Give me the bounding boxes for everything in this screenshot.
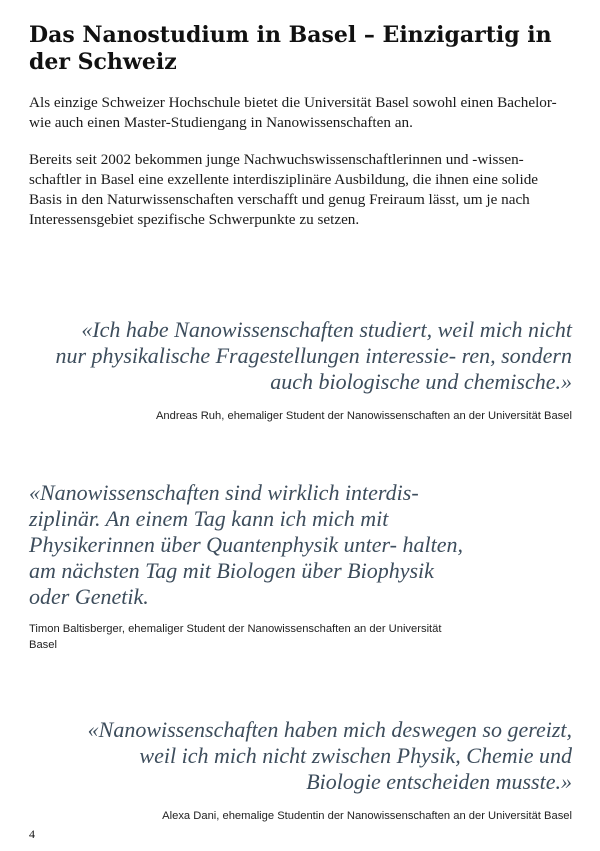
page-number: 4 <box>29 827 35 841</box>
body-paragraph: Bereits seit 2002 bekommen junge Nachwuchswissenschaftlerinnen und -wissen- schaftler in Basel eine exzellente interdisziplinäre Ausbildung, die ihnen eine solide Basis in den Naturwissenschaften verschafft und genug Freiraum lässt, um je nach Interessensgebiet spezifische Schwerpunkte zu setzen. <box>29 151 539 228</box>
intro-paragraph: Als einzige Schweizer Hochschule bietet die Universität Basel sowohl einen Bachelor- wie auch einen Master-Studiengang in Nanowissenschaften an. <box>29 94 557 131</box>
testimonial-quote-ruh: «Ich habe Nanowissenschaften studiert, weil mich nicht nur physikalische Fragestellungen interessie- ren, sondern auch biologische und chemische.» <box>55 317 572 394</box>
testimonial-attribution-dani: Alexa Dani, ehemalige Studentin der Nanowissenschaften an der Universität Basel <box>162 810 572 822</box>
testimonial-quote-dani: «Nanowissenschaften haben mich deswegen so gereizt, weil ich mich nicht zwischen Physik, Chemie und Biologie entscheiden musste.» <box>87 717 572 794</box>
testimonial-quote-baltisberger: «Nanowissenschaften sind wirklich interdis- ziplinär. An einem Tag kann ich mich mit Physikerinnen über Quantenphysik unter- halten, am nächsten Tag mit Biologen über Biophysik oder Genetik. <box>29 480 463 609</box>
page-title: Das Nanostudium in Basel – Einzigartig in der Schweiz <box>29 22 552 75</box>
testimonial-attribution-ruh: Andreas Ruh, ehemaliger Student der Nanowissenschaften an der Universität Basel <box>155 410 572 422</box>
testimonial-attribution-baltisberger: Timon Baltisberger, ehemaliger Student der Nanowissenschaften an der Universität Basel <box>29 623 442 651</box>
